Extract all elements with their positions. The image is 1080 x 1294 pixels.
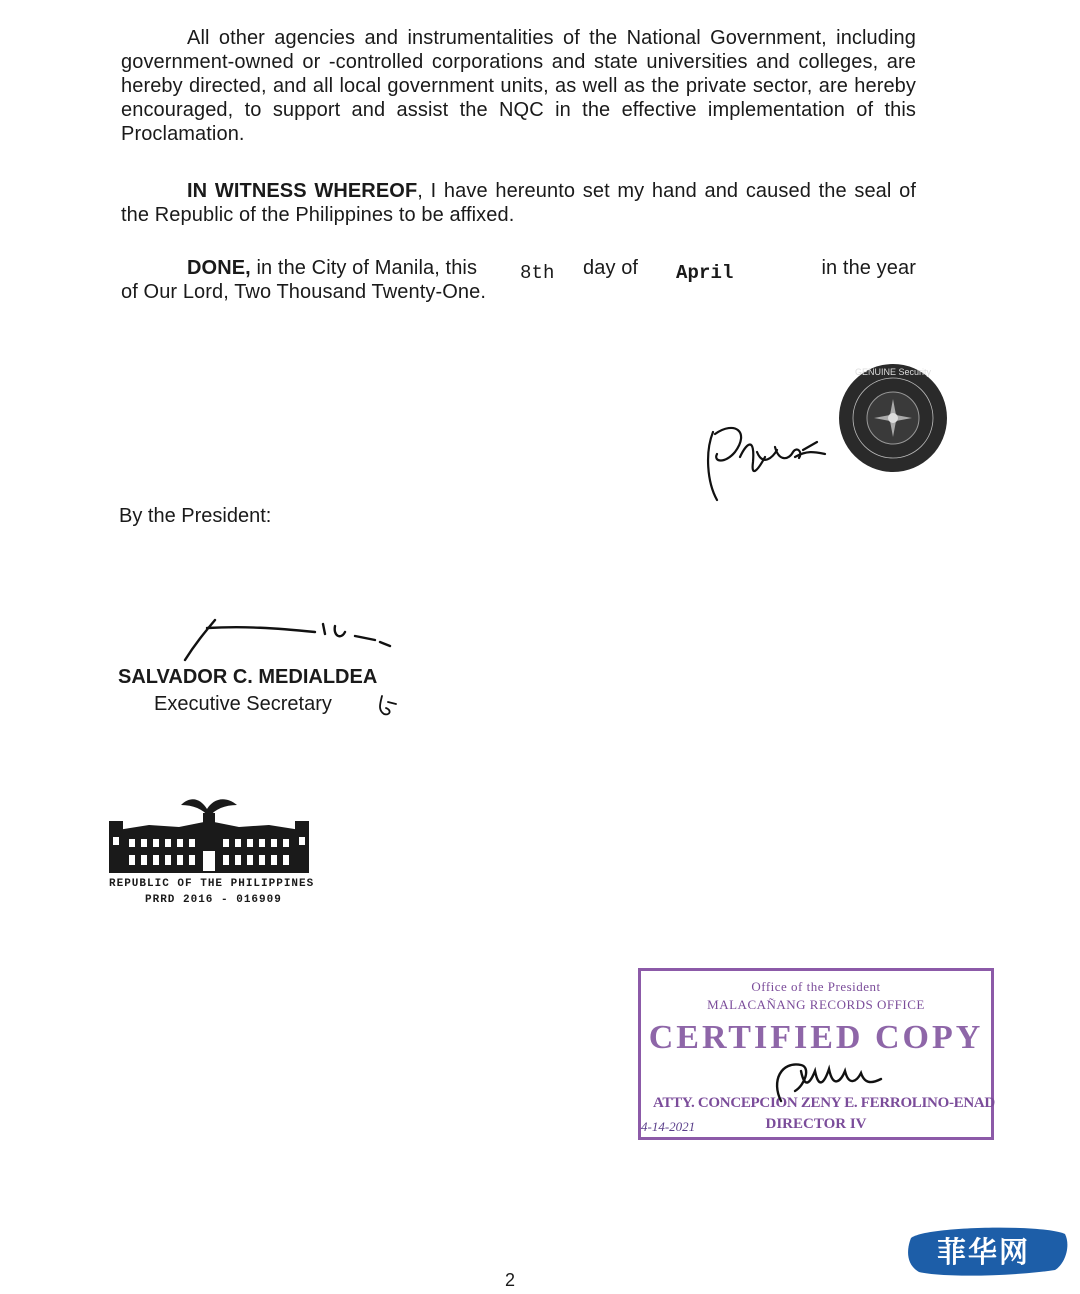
done-text-1 <box>187 256 477 280</box>
done-city-text: in the City of Manila, this <box>250 257 478 279</box>
done-line-1 <box>121 256 916 284</box>
stamp-officer-title: DIRECTOR IV <box>765 1116 867 1132</box>
stamp-officer-name: ATTY. CONCEPCION ZENY E. FERROLINO-ENAD <box>653 1095 995 1111</box>
certified-copy-stamp <box>638 968 994 1140</box>
done-month: April <box>676 262 734 284</box>
president-signature <box>695 412 840 507</box>
done-day-of-text: day of <box>583 257 639 279</box>
signatory-title: Executive Secretary <box>154 693 332 715</box>
stamp-certified-copy: CERTIFIED COPY <box>648 1019 984 1056</box>
malacanang-palace-logo <box>109 795 309 875</box>
logo-caption-prrd: PRRD 2016 - 016909 <box>145 894 282 906</box>
site-watermark <box>905 1220 1070 1278</box>
by-the-president: By the President: <box>119 505 272 527</box>
witness-paragraph <box>121 179 916 227</box>
stamp-records-office: MALACAÑANG RECORDS OFFICE <box>707 997 925 1012</box>
logo-caption-republic: REPUBLIC OF THE PHILIPPINES <box>109 878 315 890</box>
security-seal <box>838 363 948 473</box>
done-year-text: in the year <box>821 257 916 279</box>
witness-heading: IN WITNESS WHEREOF <box>187 180 418 202</box>
stamp-office: Office of the President <box>751 979 881 994</box>
seal-ring-text: GENUINE Security <box>854 367 932 377</box>
initial-mark <box>376 694 398 718</box>
page-number: 2 <box>505 1270 516 1290</box>
done-heading: DONE, <box>187 257 251 279</box>
signatory-name: SALVADOR C. MEDIALDEA <box>118 666 378 688</box>
done-day: 8th <box>520 262 555 284</box>
support-paragraph: All other agencies and instrumentalities of the National Government, including government-owned or -controlled corporations and state universities and colleges, are hereby directed, and all local government units, as well as the private sector, are hereby encouraged, to support and assist the NQC in the effective implementation of this Proclamation. <box>121 27 916 145</box>
secretary-signature <box>175 612 405 664</box>
witness-text: , I have hereunto set my hand and caused the seal of the Republic of the Philippines to be affixed. <box>121 180 916 226</box>
done-line-2: of Our Lord, Two Thousand Twenty-One. <box>121 281 487 303</box>
stamp-signature <box>761 1051 891 1111</box>
done-paragraph <box>121 256 916 304</box>
stamp-date: 4-14-2021 <box>641 1119 696 1134</box>
watermark-text: 菲华网 <box>937 1235 1031 1269</box>
